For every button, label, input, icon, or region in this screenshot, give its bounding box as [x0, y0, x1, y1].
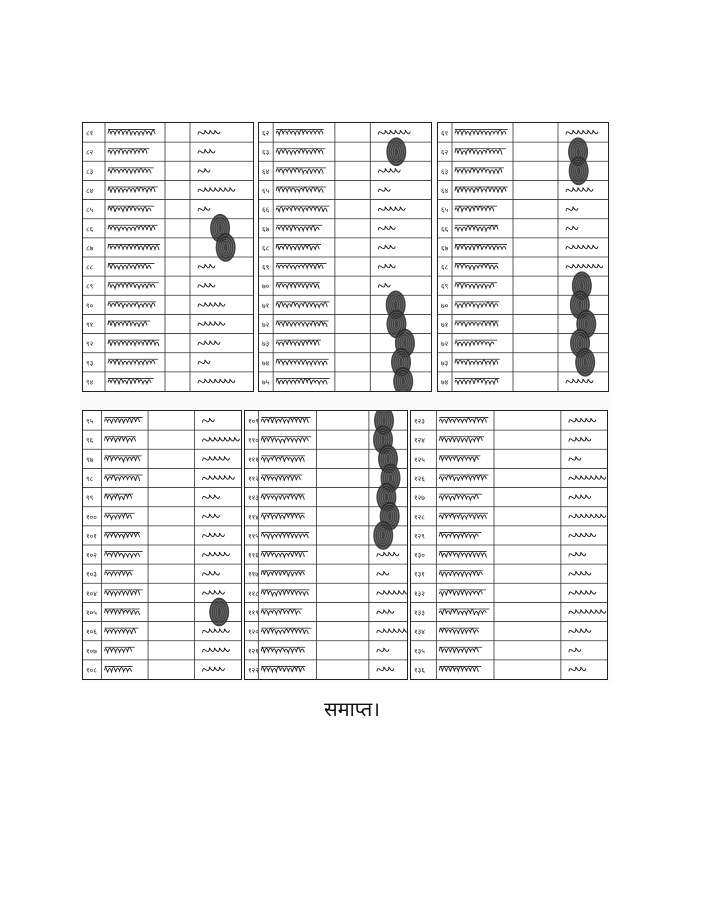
handwritten-name — [439, 514, 486, 519]
serial-number: ७२ — [262, 321, 270, 329]
signature — [203, 437, 240, 441]
sheet-bottom-middle — [244, 410, 408, 680]
handwritten-name — [108, 341, 159, 346]
handwritten-name — [261, 552, 304, 557]
signature — [569, 667, 586, 671]
serial-number: ६४ — [262, 167, 270, 176]
sheet-top-left — [82, 122, 254, 392]
serial-number: ६७ — [262, 225, 270, 234]
handwritten-name — [261, 648, 304, 653]
serial-number: ७० — [441, 301, 449, 310]
handwritten-name — [108, 360, 155, 365]
handwritten-name — [439, 475, 486, 481]
sheet-top-right — [437, 122, 609, 392]
serial-number: ९२ — [86, 340, 94, 349]
serial-number: १३४ — [414, 628, 425, 637]
signature — [198, 188, 235, 192]
serial-number: ८२ — [86, 148, 94, 157]
handwritten-name — [261, 609, 300, 614]
signature — [566, 207, 578, 211]
serial-number: ९७ — [86, 455, 94, 464]
handwritten-name — [455, 360, 498, 365]
signature — [569, 495, 591, 499]
serial-number: १२६ — [414, 475, 425, 483]
handwritten-name — [261, 418, 308, 423]
serial-number: ११९ — [248, 609, 259, 617]
serial-number: ६३ — [262, 148, 270, 157]
serial-number: १२५ — [414, 455, 425, 464]
handwritten-name — [108, 283, 155, 288]
handwritten-name — [261, 667, 304, 672]
signature — [569, 418, 596, 422]
serial-number: ८७ — [86, 244, 94, 253]
handwritten-name — [276, 360, 327, 365]
signature — [566, 379, 593, 383]
serial-number: १०७ — [86, 647, 97, 656]
serial-number: १२४ — [414, 436, 425, 445]
serial-number: ११२ — [248, 475, 259, 483]
signature — [378, 207, 405, 211]
serial-number: ७१ — [262, 301, 270, 310]
handwritten-name — [276, 187, 323, 192]
serial-number: १२० — [248, 628, 259, 637]
signature — [377, 552, 399, 556]
handwritten-name — [455, 206, 494, 211]
serial-number: ११६ — [248, 551, 259, 560]
signature — [203, 514, 220, 518]
handwritten-name — [276, 245, 319, 251]
handwritten-name — [105, 629, 136, 634]
serial-number: १२२ — [248, 666, 259, 675]
signature — [377, 591, 407, 595]
handwritten-name — [455, 341, 494, 346]
handwritten-name — [439, 533, 478, 538]
signature — [203, 591, 225, 595]
signature — [203, 648, 230, 652]
serial-number: ७५ — [262, 378, 270, 387]
signature — [569, 610, 606, 614]
handwritten-name — [276, 321, 327, 327]
handwritten-name — [439, 552, 486, 558]
serial-number: ९९ — [86, 494, 94, 503]
serial-number: १०० — [86, 513, 97, 522]
serial-number: १३५ — [414, 647, 425, 656]
signature — [377, 610, 394, 614]
handwritten-name — [439, 495, 478, 500]
serial-number: ६६ — [262, 206, 270, 215]
serial-number: ७१ — [441, 321, 449, 329]
signature — [569, 552, 586, 556]
signature — [203, 457, 230, 461]
serial-number: ७४ — [262, 359, 270, 368]
handwritten-name — [455, 245, 506, 250]
handwritten-name — [105, 514, 132, 519]
handwritten-name — [455, 188, 506, 193]
handwritten-name — [105, 494, 132, 500]
handwritten-name — [105, 571, 132, 575]
handwritten-name — [108, 321, 147, 327]
handwritten-name — [261, 437, 308, 442]
signature — [377, 648, 389, 652]
serial-number: ७० — [262, 282, 270, 291]
signature — [198, 341, 220, 345]
handwritten-name — [455, 264, 498, 270]
signature — [569, 571, 591, 575]
signature — [378, 245, 395, 249]
serial-number: १०५ — [86, 609, 97, 617]
signature — [566, 245, 598, 249]
signature — [203, 533, 225, 537]
handwritten-name — [108, 245, 159, 251]
serial-number: ८३ — [86, 167, 94, 176]
signature — [569, 514, 606, 518]
handwritten-name — [276, 341, 319, 346]
sheet-top-middle — [258, 122, 432, 392]
serial-number: ६१ — [441, 129, 449, 138]
signature — [198, 169, 210, 173]
handwritten-name — [261, 456, 304, 461]
serial-number: १०१ — [86, 532, 97, 541]
serial-number: ६८ — [262, 244, 270, 253]
handwritten-name — [439, 590, 482, 596]
serial-number: १०४ — [86, 589, 97, 598]
handwritten-name — [105, 648, 132, 653]
serial-number: ११४ — [248, 513, 259, 522]
handwritten-name — [276, 149, 323, 154]
serial-number: १३२ — [414, 589, 425, 598]
handwritten-name — [455, 226, 498, 232]
signature — [198, 360, 210, 364]
serial-number: १२१ — [248, 647, 259, 656]
sheet-bottom-right — [410, 410, 608, 680]
serial-number: ८५ — [86, 206, 94, 215]
serial-number: ६९ — [441, 282, 449, 291]
serial-number: ११८ — [248, 589, 259, 598]
signature — [203, 629, 230, 633]
signature — [198, 149, 215, 153]
handwritten-name — [455, 283, 494, 288]
thumbprint — [373, 521, 393, 550]
handwritten-name — [105, 590, 140, 595]
handwritten-name — [439, 456, 478, 461]
signature — [203, 552, 230, 556]
handwritten-name — [261, 571, 304, 577]
handwritten-name — [276, 130, 323, 135]
signature — [203, 476, 235, 480]
serial-number: १०३ — [86, 570, 97, 579]
signature — [203, 495, 220, 499]
handwritten-name — [439, 647, 478, 653]
handwritten-name — [105, 456, 140, 461]
serial-number: ६४ — [441, 187, 449, 195]
signature — [566, 264, 603, 268]
serial-number: ६७ — [441, 244, 449, 253]
serial-number: ६५ — [262, 187, 270, 195]
handwritten-name — [455, 302, 498, 307]
handwritten-name — [276, 302, 327, 307]
handwritten-name — [108, 379, 151, 385]
handwritten-name — [108, 130, 155, 135]
serial-number: ११५ — [248, 532, 259, 541]
serial-number: ११० — [248, 436, 259, 445]
handwritten-name — [439, 571, 482, 576]
signature — [377, 571, 389, 575]
signature — [377, 629, 407, 633]
serial-number: ८६ — [86, 225, 94, 234]
serial-number: १२९ — [414, 532, 425, 541]
signature — [198, 379, 235, 383]
signature — [203, 418, 215, 422]
signature — [198, 283, 215, 287]
serial-number: ११३ — [248, 494, 259, 503]
serial-number: ८१ — [86, 129, 94, 138]
handwritten-name — [455, 168, 502, 173]
signature — [569, 591, 596, 595]
serial-number: ६३ — [441, 167, 449, 176]
signature — [378, 264, 395, 268]
serial-number: १११ — [248, 455, 259, 464]
serial-number: १३० — [414, 551, 425, 560]
handwritten-name — [276, 264, 323, 269]
serial-number: ११७ — [248, 570, 259, 579]
handwritten-name — [108, 169, 151, 174]
handwritten-name — [261, 533, 308, 538]
handwritten-name — [276, 379, 327, 384]
thumbprint — [209, 598, 229, 627]
handwritten-name — [108, 207, 151, 212]
handwritten-name — [455, 379, 498, 384]
handwritten-name — [439, 610, 486, 615]
serial-number: ९३ — [86, 359, 94, 368]
thumbprint — [575, 348, 595, 377]
signature — [198, 207, 210, 211]
serial-number: ६५ — [441, 206, 449, 215]
serial-number: ९८ — [86, 475, 94, 483]
serial-number: ७४ — [441, 378, 449, 387]
signature — [566, 226, 578, 230]
signature — [569, 629, 591, 633]
handwritten-name — [105, 437, 136, 442]
handwritten-name — [105, 552, 140, 557]
serial-number: ६६ — [441, 225, 449, 234]
signature — [377, 667, 394, 671]
handwritten-name — [261, 514, 304, 519]
handwritten-name — [455, 321, 498, 326]
handwritten-name — [455, 130, 506, 135]
handwritten-name — [108, 264, 151, 270]
signature — [378, 188, 390, 192]
handwritten-name — [105, 610, 140, 615]
serial-number: १२७ — [414, 494, 425, 503]
signature — [198, 322, 225, 326]
handwritten-name — [276, 206, 327, 212]
serial-number: ६२ — [441, 148, 449, 157]
handwritten-name — [105, 418, 140, 423]
handwritten-name — [108, 149, 147, 154]
serial-number: ९० — [86, 301, 94, 310]
handwritten-name — [105, 668, 132, 673]
handwritten-name — [261, 495, 304, 500]
serial-number: ९६ — [86, 436, 94, 445]
handwritten-name — [276, 226, 319, 231]
signature — [198, 264, 215, 268]
handwritten-name — [439, 629, 478, 634]
handwritten-name — [108, 187, 155, 193]
signature — [378, 169, 400, 173]
handwritten-name — [439, 437, 482, 442]
signature — [378, 226, 395, 230]
serial-number: ७२ — [441, 340, 449, 349]
signature — [198, 303, 225, 307]
serial-number: ८४ — [86, 187, 94, 195]
signature — [203, 667, 225, 671]
sheet-bottom-left — [82, 410, 242, 680]
signature — [566, 130, 598, 134]
serial-number: १०६ — [86, 628, 97, 637]
serial-number: ७३ — [441, 359, 449, 368]
serial-number: १२३ — [414, 417, 425, 426]
signature — [378, 283, 390, 287]
signature — [569, 457, 581, 461]
handwritten-name — [105, 476, 140, 481]
serial-number: ९४ — [86, 378, 94, 387]
handwritten-name — [261, 476, 300, 481]
signature — [569, 476, 606, 480]
handwritten-name — [108, 302, 155, 307]
serial-number: ७३ — [262, 340, 270, 349]
serial-number: ६२ — [262, 129, 270, 138]
serial-number: १३३ — [414, 609, 425, 617]
signature — [566, 188, 593, 192]
handwritten-name — [439, 667, 478, 672]
signature — [378, 130, 410, 134]
serial-number: ८९ — [86, 282, 94, 291]
thumbprint — [216, 233, 236, 262]
handwritten-name — [261, 590, 308, 596]
signature — [569, 648, 581, 652]
signature — [203, 571, 220, 575]
serial-number: ९५ — [86, 417, 94, 426]
serial-number: १०२ — [86, 551, 97, 560]
thumbprint — [569, 157, 589, 186]
ending-text: समाप्त। — [324, 697, 380, 721]
serial-number: १२८ — [414, 513, 425, 522]
handwritten-name — [455, 149, 502, 155]
handwritten-name — [276, 283, 319, 288]
serial-number: १०९ — [248, 417, 259, 426]
signature — [569, 533, 596, 537]
serial-number: ९१ — [86, 321, 94, 329]
handwritten-name — [439, 418, 486, 423]
handwritten-name — [276, 168, 323, 173]
signature — [198, 130, 220, 134]
thumbprint — [386, 137, 406, 166]
serial-number: १०८ — [86, 666, 97, 675]
handwritten-name — [108, 226, 155, 231]
serial-number: ६९ — [262, 263, 270, 272]
serial-number: ८८ — [86, 263, 94, 272]
serial-number: १३६ — [414, 666, 425, 675]
signature — [569, 437, 591, 441]
handwritten-name — [105, 533, 140, 538]
handwritten-name — [261, 629, 308, 634]
serial-number: १३१ — [414, 570, 425, 579]
serial-number: ६८ — [441, 263, 449, 272]
